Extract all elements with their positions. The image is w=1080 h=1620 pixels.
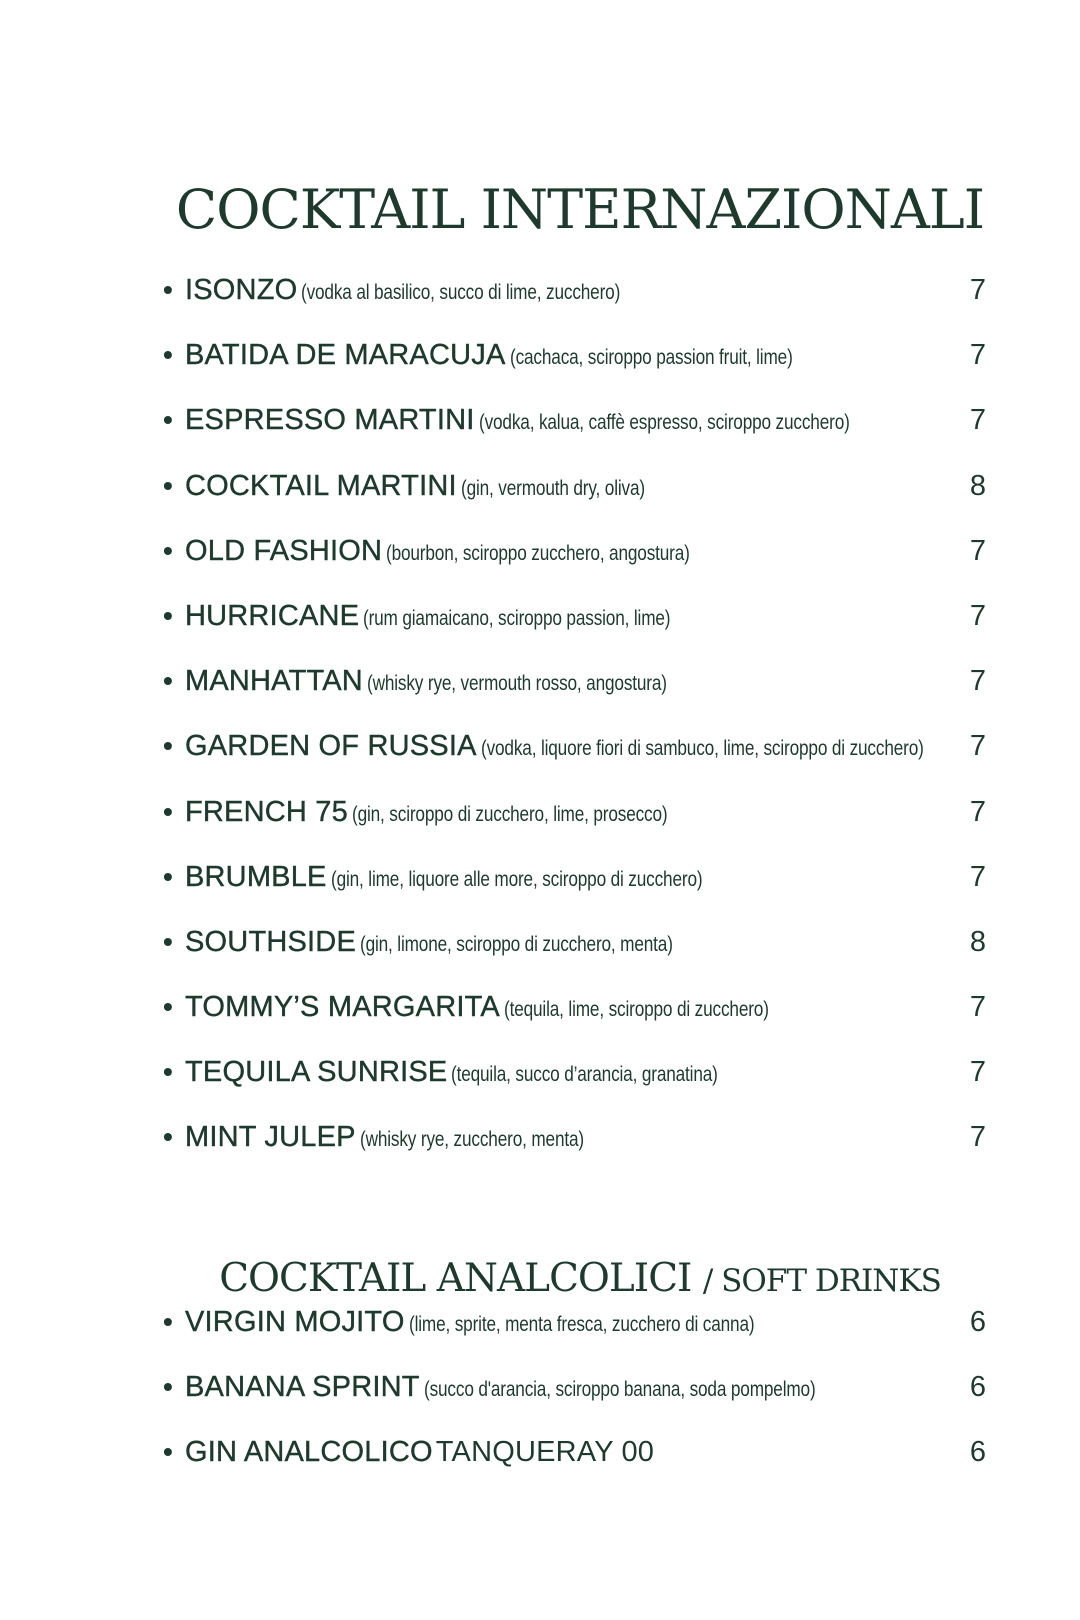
- bullet-icon: •: [163, 404, 173, 436]
- bullet-icon: •: [163, 274, 173, 305]
- item-price: 7: [969, 860, 986, 893]
- bullet-icon: •: [163, 730, 173, 762]
- item-price: 8: [969, 469, 986, 502]
- section-title-main: COCKTAIL ANALCOLICI: [219, 1256, 692, 1302]
- menu-item: [163, 335, 986, 400]
- item-name: VIRGIN MOJITO: [185, 1306, 405, 1338]
- bullet-icon: •: [163, 339, 173, 371]
- item-description: (lime, sprite, menta fresca, zucchero di canna): [408, 1313, 755, 1336]
- menu-item: [163, 270, 986, 335]
- item-description: (gin, lime, liquore alle more, sciroppo di zucchero): [330, 867, 703, 891]
- item-name: BANANA SPRINT: [185, 1371, 420, 1404]
- item-description: (gin, limone, sciroppo di zucchero, menta): [360, 932, 673, 956]
- item-description: (rum giamaicano, sciroppo passion, lime): [363, 606, 671, 630]
- bullet-icon: •: [163, 1371, 173, 1403]
- menu-item: [163, 1302, 986, 1367]
- item-description: (whisky rye, zucchero, menta): [359, 1128, 584, 1152]
- item-description: (cachaca, sciroppo passion fruit, lime): [509, 346, 793, 370]
- bullet-icon: •: [163, 665, 173, 697]
- item-description: (gin, sciroppo di zucchero, lime, prosecco): [351, 802, 668, 826]
- item-name: TEQUILA SUNRISE: [185, 1056, 448, 1089]
- bullet-icon: •: [163, 534, 173, 566]
- item-price: 7: [969, 730, 986, 763]
- menu-item: [163, 726, 986, 791]
- item-description: (vodka al basilico, succo di lime, zucchero): [301, 281, 621, 304]
- item-price: 6: [969, 1436, 986, 1469]
- item-description: (tequila, lime, sciroppo di zucchero): [503, 998, 769, 1022]
- item-description: (whisky rye, vermouth rosso, angostura): [366, 672, 667, 696]
- item-price: 6: [969, 1306, 986, 1338]
- item-price: 7: [969, 274, 986, 306]
- menu-item: [163, 596, 986, 661]
- item-name: HURRICANE: [185, 599, 360, 632]
- item-name: OLD FASHION: [185, 534, 383, 567]
- bullet-icon: •: [163, 1121, 173, 1153]
- item-price: 7: [969, 404, 986, 437]
- item-price: 7: [969, 1121, 986, 1154]
- item-price: 8: [969, 925, 986, 958]
- item-brand: TANQUERAY 00: [435, 1436, 655, 1469]
- item-name: MANHATTAN: [185, 665, 363, 698]
- menu-item: [163, 922, 986, 987]
- item-description: (bourbon, sciroppo zucchero, angostura): [386, 541, 690, 565]
- bullet-icon: •: [163, 1306, 173, 1337]
- menu-item: [163, 1432, 986, 1497]
- menu-item: [163, 400, 986, 465]
- item-name: BATIDA DE MARACUJA: [185, 339, 506, 372]
- menu-item: [163, 466, 986, 531]
- bullet-icon: •: [163, 991, 173, 1023]
- bullet-icon: •: [163, 860, 173, 892]
- bullet-icon: •: [163, 925, 173, 957]
- menu-item: [163, 857, 986, 922]
- menu-item: [163, 792, 986, 857]
- bullet-icon: •: [163, 469, 173, 501]
- menu-item: [163, 1367, 986, 1432]
- item-price: 7: [969, 534, 986, 567]
- item-name: TOMMY’S MARGARITA: [185, 991, 500, 1024]
- item-price: 7: [969, 339, 986, 372]
- item-price: 7: [969, 795, 986, 828]
- menu-item: [163, 1052, 986, 1117]
- item-name: ESPRESSO MARTINI: [185, 404, 475, 437]
- menu-item: [163, 1117, 986, 1182]
- item-name: FRENCH 75: [185, 795, 348, 828]
- menu-item: [163, 987, 986, 1052]
- item-price: 7: [969, 1056, 986, 1089]
- cocktail-list-international: [163, 270, 986, 1183]
- section-title-soft-drinks: [0, 1256, 1080, 1301]
- item-price: 7: [969, 991, 986, 1024]
- item-price: 7: [969, 599, 986, 632]
- item-name: GARDEN OF RUSSIA: [185, 730, 477, 763]
- section-subtitle: / SOFT DRINKS: [702, 1263, 941, 1300]
- item-price: 7: [969, 665, 986, 698]
- item-description: (gin, vermouth dry, oliva): [460, 476, 645, 500]
- menu-item: [163, 661, 986, 726]
- bullet-icon: •: [163, 795, 173, 827]
- item-description: (vodka, kalua, caffè espresso, sciroppo zucchero): [478, 411, 850, 435]
- cocktail-list-soft-drinks: [163, 1302, 986, 1498]
- item-description: (succo d'arancia, sciroppo banana, soda pompelmo): [423, 1378, 816, 1402]
- item-name: COCKTAIL MARTINI: [185, 469, 457, 502]
- bullet-icon: •: [163, 599, 173, 631]
- item-description: (vodka, liquore fiori di sambuco, lime, sciroppo di zucchero): [480, 737, 924, 761]
- item-name: GIN ANALCOLICO: [185, 1436, 433, 1469]
- item-name: SOUTHSIDE: [185, 925, 356, 958]
- section-title-international: COCKTAIL INTERNAZIONALI: [175, 178, 985, 242]
- item-description: (tequila, succo d’arancia, granatina): [451, 1063, 719, 1087]
- bullet-icon: •: [163, 1436, 173, 1468]
- item-name: MINT JULEP: [185, 1121, 356, 1154]
- bullet-icon: •: [163, 1056, 173, 1088]
- item-name: ISONZO: [185, 274, 298, 306]
- menu-item: [163, 531, 986, 596]
- item-name: BRUMBLE: [185, 860, 327, 893]
- item-price: 6: [969, 1371, 986, 1404]
